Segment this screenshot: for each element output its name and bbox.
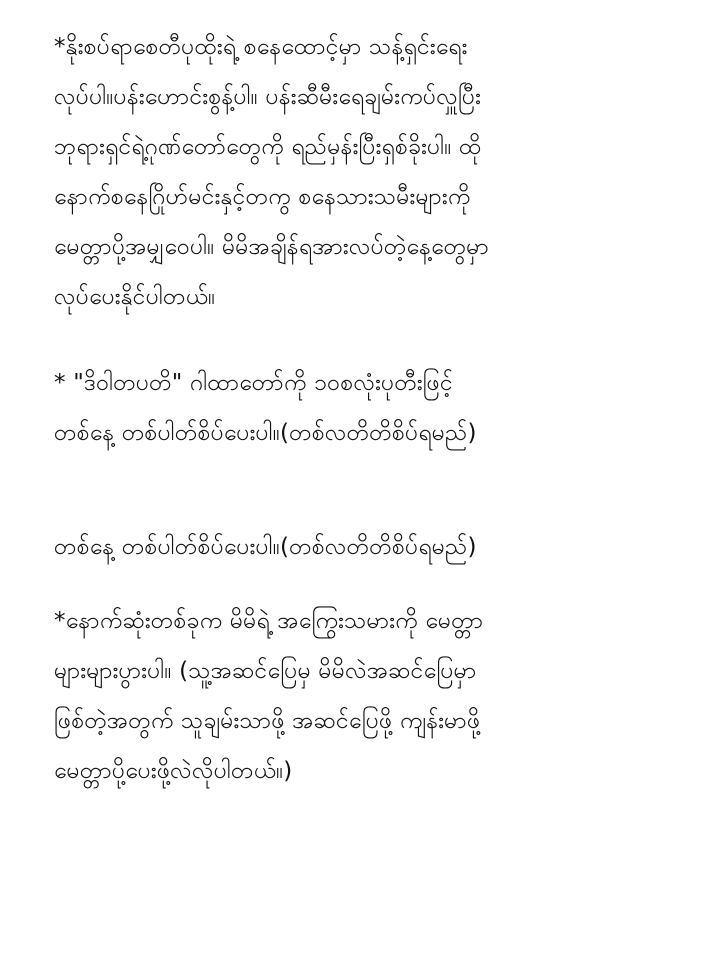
paragraph-pagoda-cleaning [54,22,680,322]
text-line: *နိုးစပ်ရာစေတီပုထိုးရဲ့ စနေထောင့်မှာ သန့်ရှင်းရေး [54,34,468,60]
paragraph-creditor-metta [54,596,680,796]
text-line: * "ဒိဝါတပတိ" ဂါထာတော်ကို ၁၀စလုံးပုတီးဖြင့် [54,370,453,396]
text-line: များများပွားပါ။ (သူ့အဆင်ပြေမှ မိမိလဲအဆင်ပြေမှာ [54,658,477,684]
text-line: ဖြစ်တဲ့အတွက် သူချမ်းသာဖို့ အဆင်ပြေဖို့ ကျန်းမာဖို့ [54,708,481,734]
text-line: မေတ္တာပို့ပေးဖို့လဲလိုပါတယ်။) [54,758,293,784]
text-line: လုပ်ပါ။ပန်းဟောင်းစွန့်ပါ။ ပန်းဆီမီးရေချမ်းကပ်လှူပြီး [54,84,481,110]
text-line: မေတ္တာပို့အမျှဝေပါ။ မိမိအချိန်ရအားလပ်တဲ့နေ့တွေမှာ [54,234,489,260]
text-line: တစ်နေ့ တစ်ပါတ်စိပ်ပေးပါ။(တစ်လတိတိစိပ်ရမည်) [54,420,477,446]
text-line: နောက်စနေဂြိုဟ်မင်းနှင့်တကွ စနေသားသမီးများကို [54,184,471,210]
text-line: လုပ်ပေးနိုင်ပါတယ်။ [54,284,216,310]
text-line: *နောက်ဆုံးတစ်ခုက မိမိရဲ့ အကြွေးသမားကို မေတ္တာ [54,608,484,634]
text-line: တစ်နေ့ တစ်ပါတ်စိပ်ပေးပါ။(တစ်လတိတိစိပ်ရမည်) [54,534,477,560]
paragraph-gatha-recitation [54,358,680,458]
text-line: ဘုရားရှင်ရဲ့ဂုဏ်တော်တွေကို ရည်မှန်းပြီးရှစ်ခိုးပါ။ ထို [54,134,482,160]
paragraph-repeated-line [54,522,680,572]
